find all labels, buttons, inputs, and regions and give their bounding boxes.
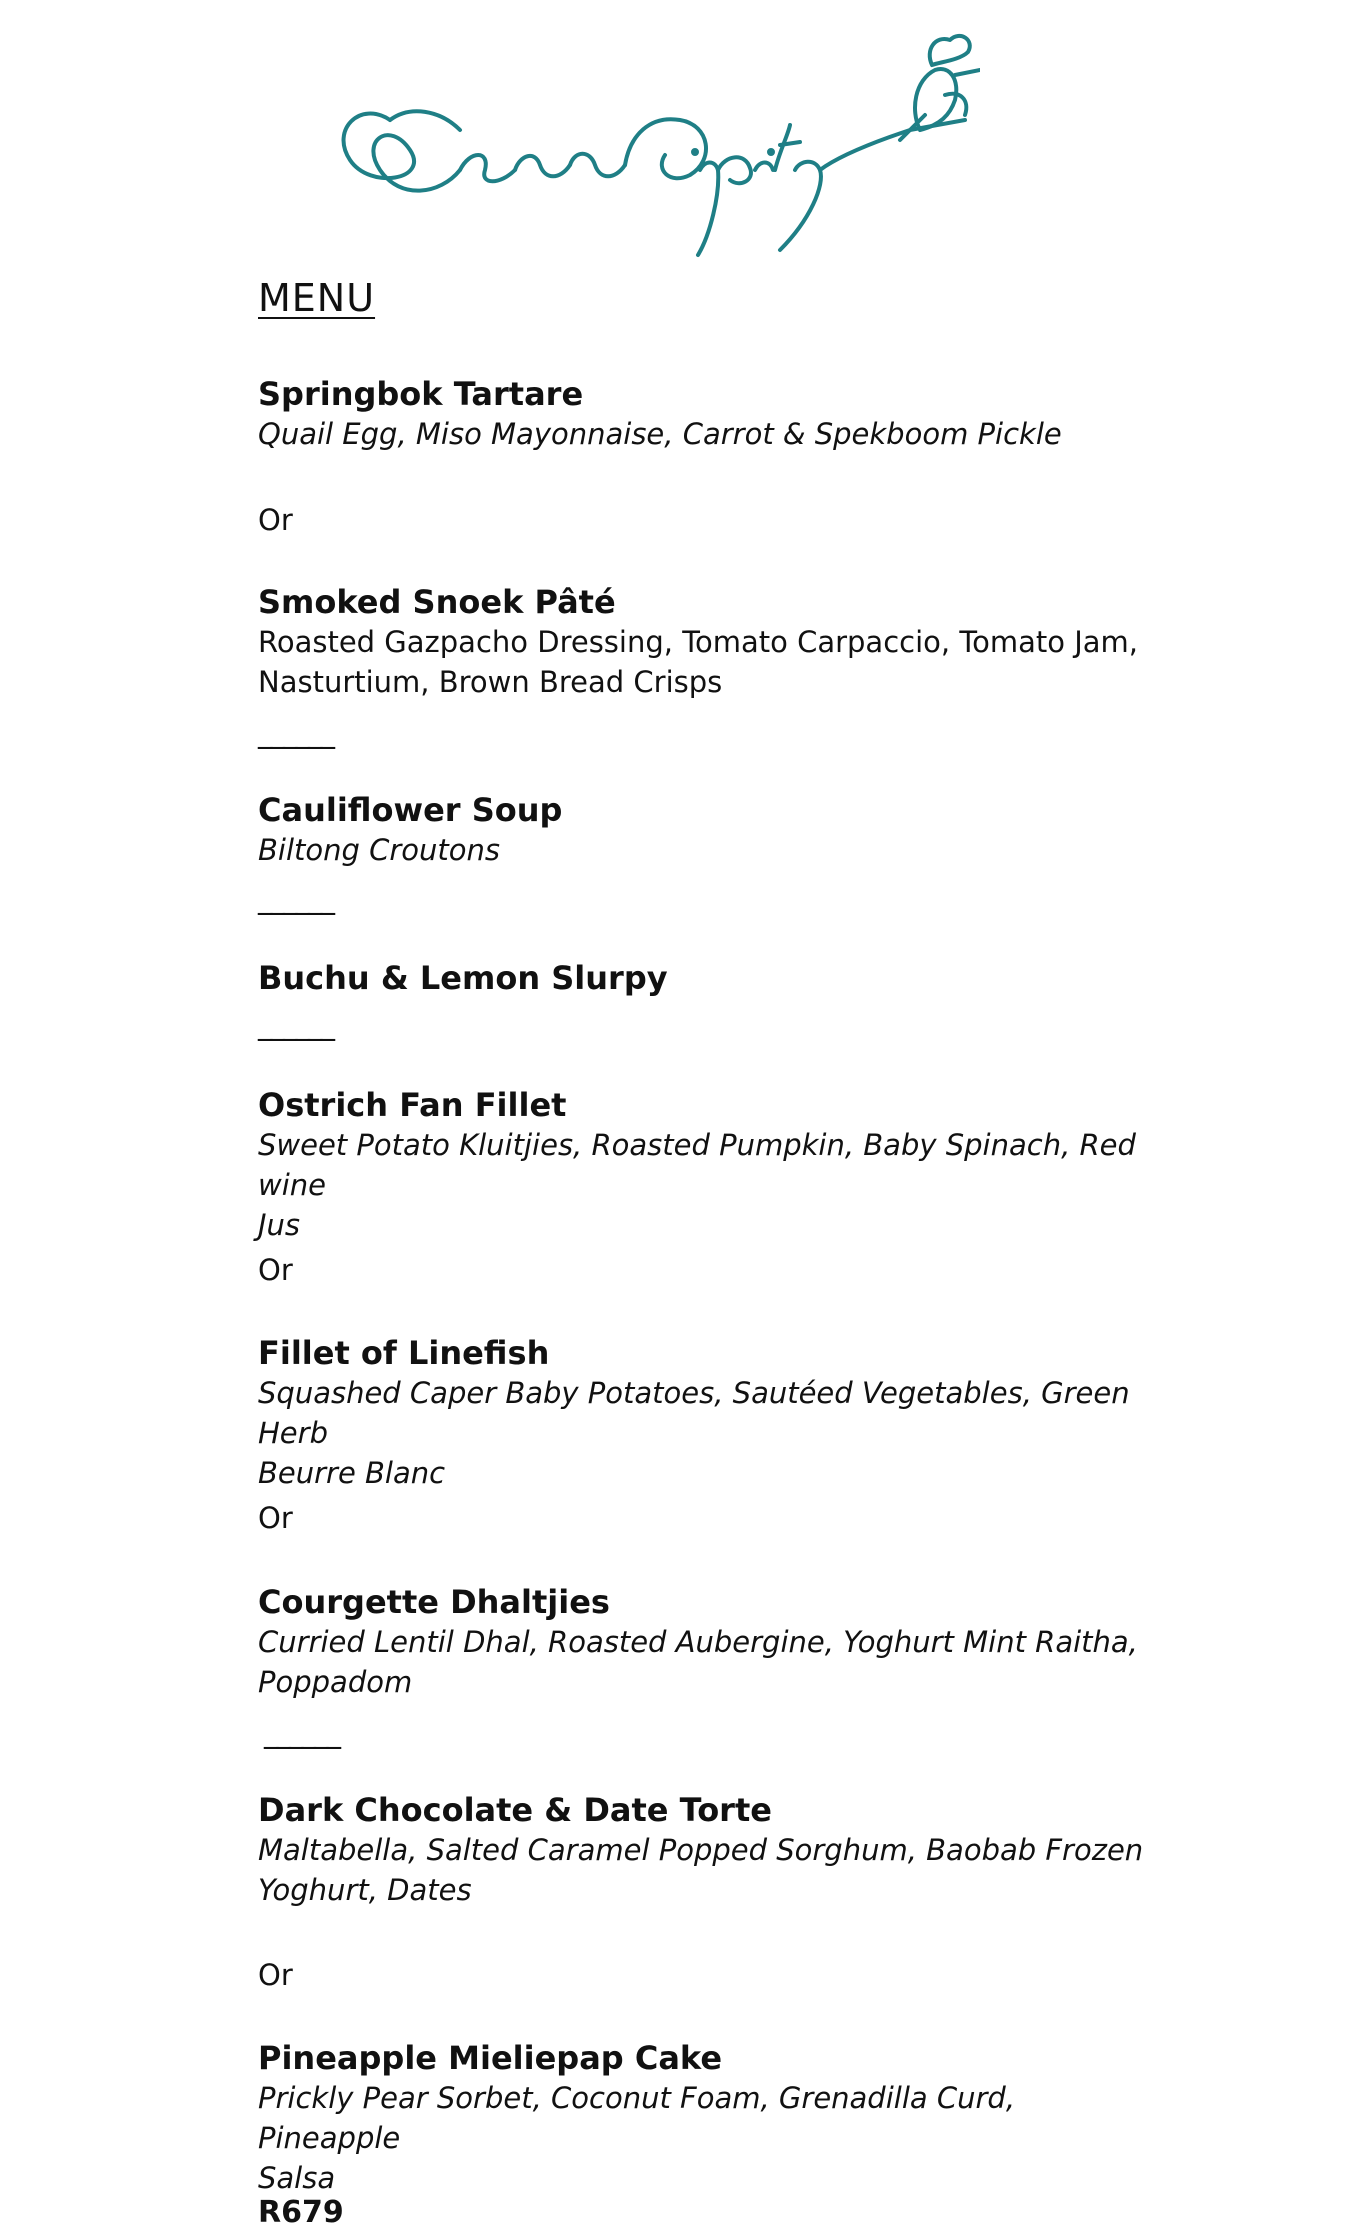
dish-title: Pineapple Mieliepap Cake xyxy=(258,2039,723,2077)
dish-pineapple-mieliepap-cake xyxy=(258,2038,1158,2198)
serendipity-logo xyxy=(320,20,980,270)
dish-description-line: Roasted Gazpacho Dressing, Tomato Carpaccio, Tomato Jam, xyxy=(258,625,1138,659)
dish-description-line: Sweet Potato Kluitjies, Roasted Pumpkin, Baby Spinach, Red wine xyxy=(258,1128,1136,1202)
dish-description-line: Maltabella, Salted Caramel Popped Sorghum, Baobab Frozen xyxy=(258,1833,1144,1867)
chef-bird-icon xyxy=(320,20,980,270)
dish-dark-chocolate-date-torte xyxy=(258,1790,1158,1910)
dish-cauliflower-soup xyxy=(258,790,1158,870)
dish-title: Ostrich Fan Fillet xyxy=(258,1086,567,1124)
dish-description: Biltong Croutons xyxy=(258,833,501,867)
dish-description-line: Beurre Blanc xyxy=(258,1456,446,1490)
dish-description-line: Nasturtium, Brown Bread Crisps xyxy=(258,665,723,699)
dish-title: Buchu & Lemon Slurpy xyxy=(258,959,668,997)
dish-title: Springbok Tartare xyxy=(258,375,584,413)
dish-title: Dark Chocolate & Date Torte xyxy=(258,1791,772,1829)
dish-fillet-of-linefish xyxy=(258,1333,1158,1493)
dish-title: Smoked Snoek Pâté xyxy=(258,583,616,621)
dish-title: Fillet of Linefish xyxy=(258,1334,550,1372)
course-separator: ______ xyxy=(258,881,333,915)
dish-ostrich-fan-fillet xyxy=(258,1085,1158,1245)
dish-springbok-tartare xyxy=(258,374,1158,454)
dish-description-line: Squashed Caper Baby Potatoes, Sautéed Vegetables, Green Herb xyxy=(258,1376,1130,1450)
dish-description-line: Jus xyxy=(258,1208,301,1242)
dish-description-line: Yoghurt, Dates xyxy=(258,1873,472,1907)
dish-smoked-snoek-pate xyxy=(258,582,1158,702)
or-label: Or xyxy=(258,503,293,537)
or-label: Or xyxy=(258,1253,293,1287)
menu-price: R679 xyxy=(258,2195,344,2230)
dish-description-line: Curried Lentil Dhal, Roasted Aubergine, Yoghurt Mint Raitha, xyxy=(258,1625,1138,1659)
course-separator: ______ xyxy=(258,1007,333,1041)
dish-title: Courgette Dhaltjies xyxy=(258,1583,610,1621)
course-separator: ______ xyxy=(264,1715,339,1749)
menu-heading: MENU xyxy=(258,276,376,320)
dish-description-line: Salsa xyxy=(258,2161,336,2195)
dish-description-line: Prickly Pear Sorbet, Coconut Foam, Grenadilla Curd, Pineapple xyxy=(258,2081,1016,2155)
course-separator: ______ xyxy=(258,715,333,749)
or-label: Or xyxy=(258,1501,293,1535)
dish-title: Cauliflower Soup xyxy=(258,791,563,829)
dish-description-line: Poppadom xyxy=(258,1665,413,1699)
dish-description: Quail Egg, Miso Mayonnaise, Carrot & Spekboom Pickle xyxy=(258,417,1062,451)
or-label: Or xyxy=(258,1958,293,1992)
dish-courgette-dhaltjies xyxy=(258,1582,1158,1702)
dish-buchu-lemon-slurpy xyxy=(258,958,1158,998)
